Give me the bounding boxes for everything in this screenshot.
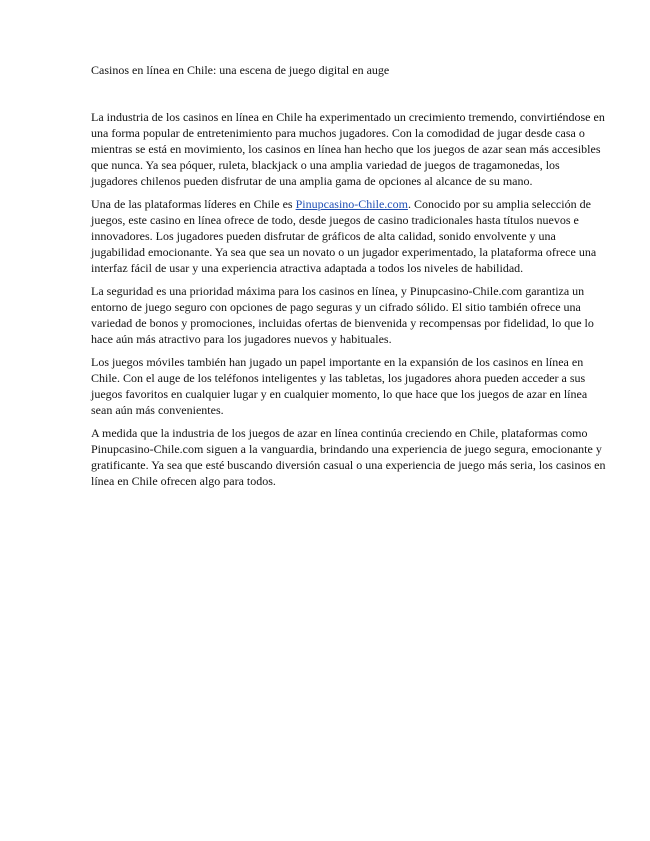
paragraph-conclusion: A medida que la industria de los juegos de azar en línea continúa creciendo en Chile, plataformas como Pinupcasino-Chile.com siguen a la vanguardia, brindando una experiencia de juego segura, emocionante y gratificante. Ya sea que esté buscando diversión casual o una experiencia de juego más seria, los casinos en línea en Chile ofrecen algo para todos. xyxy=(91,426,606,488)
paragraph-platform-rest: . Conocido por su amplia selección de juegos, este casino en línea ofrece de todo, desde juegos de casino tradicionales hasta títulos nuevos e innovadores. Los jugadores pueden disfrutar de gráficos de alta calidad, sonido envolvente y una jugabilidad emocionante. Ya sea que sea un novato o un jugador experimentado, la plataforma ofrece una interfaz fácil de usar y una experiencia atractiva adaptada a todos los niveles de habilidad. xyxy=(91,197,597,275)
pinupcasino-link[interactable]: Pinupcasino-Chile.com xyxy=(295,197,408,211)
paragraph-platform xyxy=(91,196,607,276)
paragraph-platform-lead: Una de las plataformas líderes en Chile es xyxy=(91,197,296,211)
paragraph-security: La seguridad es una prioridad máxima para los casinos en línea, y Pinupcasino-Chile.com garantiza un entorno de juego seguro con opciones de pago seguras y un cifrado sólido. El sitio también ofrece una variedad de bonos y promociones, incluidas ofertas de bienvenida y recompensas por fidelidad, lo que lo hace aún más atractivo para los jugadores nuevos y habituales. xyxy=(91,284,594,346)
paragraph-mobile: Los juegos móviles también han jugado un papel importante en la expansión de los casinos en línea en Chile. Con el auge de los teléfonos inteligentes y las tabletas, los jugadores ahora pueden acceder a sus juegos favoritos en cualquier lugar y en cualquier momento, lo que hace que los juegos de azar en línea sean aún más convenientes. xyxy=(91,355,588,417)
paragraph-intro: La industria de los casinos en línea en Chile ha experimentado un crecimiento tremendo, convirtiéndose en una forma popular de entretenimiento para muchos jugadores. Con la comodidad de jugar desde casa o mientras se está en movimiento, los casinos en línea han hecho que los juegos de azar sean más accesibles que nunca. Ya sea póquer, ruleta, blackjack o una amplia variedad de juegos de tragamonedas, los jugadores chilenos pueden disfrutar de una amplia gama de opciones al alcance de su mano. xyxy=(91,110,605,188)
document-title: Casinos en línea en Chile: una escena de juego digital en auge xyxy=(91,63,390,77)
document-body xyxy=(91,109,607,496)
